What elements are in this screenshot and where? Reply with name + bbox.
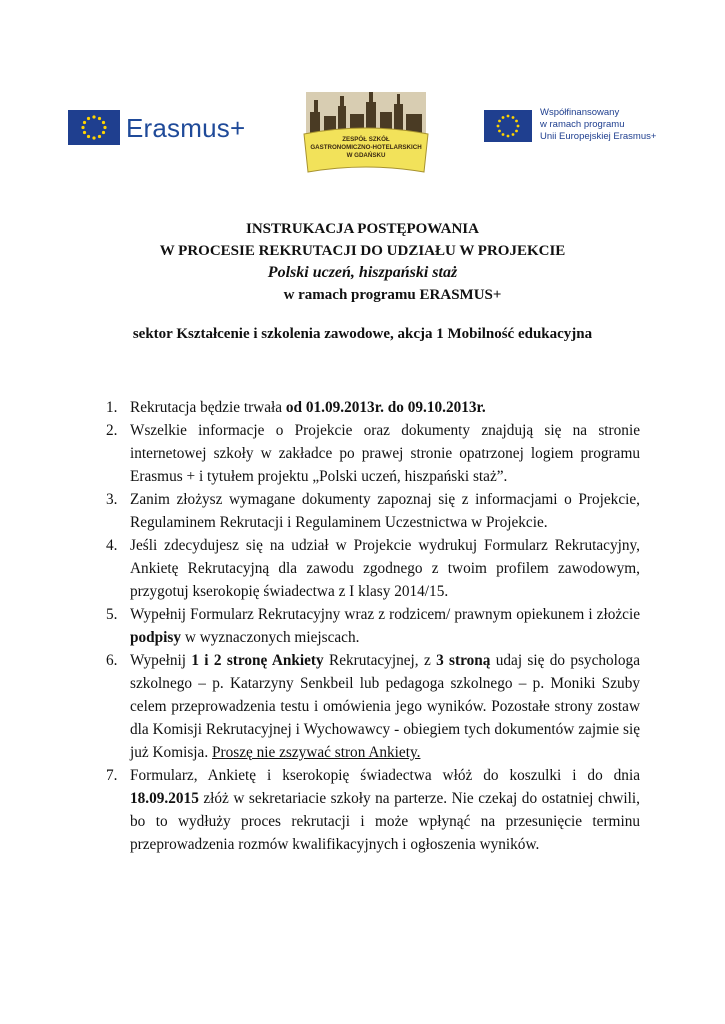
- step-text: udaj się do psychologa szkolnego – p. Katarzyny Senkbeil lub pedagoga szkolnego – p. Moniki Szuby celem przeprowadzenia testu i omówienia jego wyników. Pozostałe strony zostaw dla Komisji Rekrutacyjnej i Wychowawcy - obiegiem tych dokumentów zajmie się już Komisja.: [130, 652, 640, 761]
- step-text: Rekrutacja będzie trwała: [130, 399, 286, 416]
- list-number: 5.: [106, 606, 118, 623]
- sector-line: sektor Kształcenie i szkolenia zawodowe, akcja 1 Mobilność edukacyjna: [132, 326, 593, 342]
- heading-line1: INSTRUKACJA POSTĘPOWANIA: [246, 221, 479, 237]
- list-item: [100, 534, 640, 603]
- heading-line2: W PROCESIE REKRUTACJI DO UDZIAŁU W PROJEKCIE: [159, 243, 566, 259]
- step-text: Jeśli zdecydujesz się na udział w Projekcie wydrukuj Formularz Rekrutacyjny, Ankietę Rekrutacyjną dla zawodu zgodnego z twoim profilem zawodowym, przygotuj kserokopię świadectwa z I klasy 2014/15.: [130, 537, 640, 600]
- list-item: [100, 419, 640, 488]
- list-item: [100, 649, 640, 764]
- page3-emphasis: 3 stroną: [436, 652, 491, 669]
- steps-list: [100, 396, 640, 856]
- step-text: Wypełnij Formularz Rekrutacyjny wraz z rodzicem/ prawnym opiekunem i złożcie: [130, 606, 640, 623]
- step-text: złóż w sekretariacie szkoły na parterze. Nie czekaj do ostatniej chwili, bo to wydłuży proces rekrutacji i może wpłynąć na przesunięcie terminu przeprowadzenia rozmów kwalifikacyjnych i ogłoszenia wyników.: [130, 790, 640, 853]
- cofund-line1: Współfinansowany: [540, 107, 620, 118]
- step-text: Wszelkie informacje o Projekcie oraz dokumenty znajdują się na stronie internetowej szkoły w zakładce po prawej stronie opatrzonej logiem programu Erasmus + i tytułem projektu „Polski uczeń, hiszpański staż”.: [130, 422, 640, 485]
- cofund-line2: w ramach programu: [540, 119, 625, 130]
- eu-flag-icon: [484, 110, 532, 142]
- no-staple-note: Proszę nie zszywać stron Ankiety.: [212, 744, 421, 761]
- step-text: Formularz, Ankietę i kserokopię świadectwa włóż do koszulki i do dnia: [130, 767, 640, 784]
- list-number: 6.: [106, 652, 118, 669]
- list-number: 1.: [106, 399, 118, 416]
- list-number: 4.: [106, 537, 118, 554]
- signatures-emphasis: podpisy: [130, 629, 182, 646]
- list-number: 2.: [106, 422, 118, 439]
- list-item: [100, 396, 640, 419]
- erasmus-wordmark: Erasmus+: [126, 113, 246, 143]
- cofund-line3: Unii Europejskiej Erasmus+: [540, 131, 657, 142]
- document-heading: [0, 218, 725, 306]
- step-text: w wyznaczonych miejscach.: [181, 629, 360, 646]
- step-text: Zanim złożysz wymagane dokumenty zapoznaj się z informacjami o Projekcie, Regulaminem Rekrutacji i Regulaminem Uczestnictwa w Projekcie.: [130, 491, 640, 531]
- deadline-date: 18.09.2015: [130, 790, 199, 807]
- list-number: 3.: [106, 491, 118, 508]
- eu-flag-icon: [68, 110, 120, 145]
- list-item: [100, 488, 640, 534]
- heading-line4: w ramach programu ERASMUS+: [283, 287, 502, 303]
- step-text: Rekrutacyjnej, z: [323, 652, 437, 669]
- list-item: [100, 603, 640, 649]
- pages-emphasis: 1 i 2 stronę Ankiety: [191, 652, 324, 669]
- list-number: 7.: [106, 767, 118, 784]
- school-name-line1: ZESPÓŁ SZKÓŁ: [342, 136, 390, 143]
- recruitment-dates: od 01.09.2013r. do 09.10.2013r.: [285, 399, 486, 416]
- logo-row: [0, 80, 725, 170]
- step-text: Wypełnij: [130, 652, 192, 669]
- school-emblem-icon: [302, 88, 430, 174]
- school-name-line2: GASTRONOMICZNO-HOTELARSKICH: [310, 144, 422, 151]
- school-name-line3: W GDAŃSKU: [346, 152, 386, 159]
- project-title: Polski uczeń, hiszpański staż: [267, 264, 458, 281]
- list-item: [100, 764, 640, 856]
